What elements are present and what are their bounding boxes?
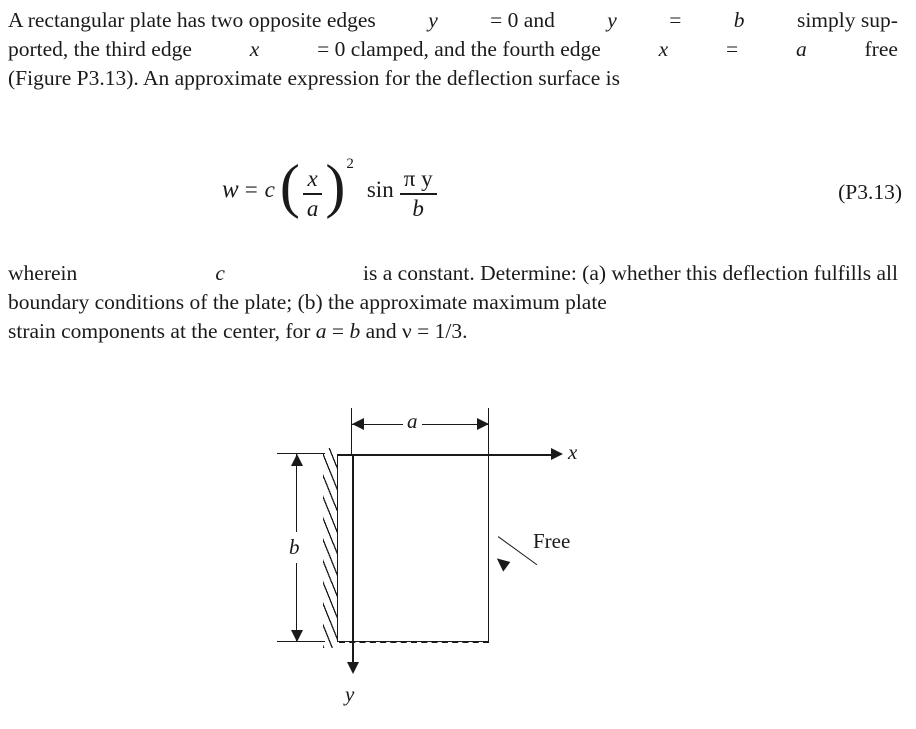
text-line: boundary conditions of the plate; (b) the approximate maximum plate	[8, 290, 607, 314]
x-axis-line	[337, 454, 553, 456]
free-edge-leader-arrowhead	[493, 554, 511, 571]
fraction-denominator: b	[412, 195, 424, 221]
text-run: wherein	[8, 261, 83, 285]
free-edge-label: Free	[533, 529, 571, 553]
equation-lhs-w: w	[222, 176, 239, 203]
dimension-b-arrowhead-top	[291, 454, 303, 466]
dimension-a-extension-left	[351, 408, 352, 454]
variable-y: y	[607, 8, 617, 32]
y-axis-line	[352, 454, 354, 664]
text-run: =	[663, 8, 687, 32]
fraction-pi-y-over-b	[400, 166, 437, 223]
fraction-numerator: π y	[403, 165, 433, 191]
text-line	[8, 317, 898, 346]
deflection-equation	[222, 154, 437, 226]
fraction-denominator: a	[306, 195, 319, 221]
text-run: = 1/3.	[411, 319, 468, 343]
x-axis-label: x	[568, 440, 578, 464]
poisson-ratio-symbol: ν	[401, 319, 412, 343]
variable-a: a	[315, 319, 327, 343]
text-run: free	[859, 37, 898, 61]
dimension-a-label: a	[403, 409, 422, 434]
x-axis-arrowhead	[551, 448, 563, 460]
text-run: = 0 and	[484, 8, 561, 32]
variable-b: b	[349, 319, 361, 343]
variable-x: x	[658, 37, 669, 61]
simply-supported-edge-bottom	[339, 641, 489, 643]
constant-c: c	[264, 177, 275, 202]
fraction-numerator: x	[307, 165, 318, 191]
plate-diagram	[0, 396, 916, 729]
text-run: = 0 clamped, and the fourth edge	[311, 37, 607, 61]
dimension-b-arrowhead-bottom	[291, 630, 303, 642]
y-axis-arrowhead	[347, 662, 359, 674]
text-line: (Figure P3.13). An approximate expression for the deflection surface is	[8, 66, 620, 90]
text-run: ported, the third edge	[8, 37, 198, 61]
text-run: simply sup-	[791, 8, 898, 32]
text-run: and	[360, 319, 402, 343]
equation-block	[0, 140, 916, 240]
plate-rectangle	[337, 454, 489, 642]
dimension-b-label: b	[287, 532, 302, 563]
variable-b: b	[733, 8, 745, 32]
problem-statement-paragraph-1	[8, 6, 898, 93]
dimension-a-arrowhead-right	[477, 418, 489, 430]
text-line	[8, 259, 898, 288]
parenthesized-fraction	[279, 152, 354, 221]
paren-close: )	[325, 152, 346, 219]
variable-a: a	[795, 37, 807, 61]
equals-sign: =	[244, 177, 258, 202]
fraction-x-over-a	[303, 166, 323, 223]
fraction-bar	[400, 193, 437, 194]
dimension-a-extension-right	[488, 408, 489, 454]
variable-x: x	[249, 37, 260, 61]
dimension-a-arrowhead-left	[352, 418, 364, 430]
exponent-2: 2	[346, 155, 354, 172]
paren-open: (	[279, 152, 300, 219]
text-run: strain components at the center, for	[8, 319, 316, 343]
text-run: =	[326, 319, 350, 343]
text-line	[8, 35, 898, 64]
equation-number: (P3.13)	[838, 180, 902, 204]
text-run: is a constant. Determine: (a) whether this deflection fulfills all	[357, 261, 898, 285]
text-run: =	[720, 37, 744, 61]
text-line	[8, 6, 898, 35]
y-axis-label: y	[345, 682, 355, 706]
sin-function: sin	[366, 177, 394, 202]
clamped-edge-hatching	[323, 448, 337, 648]
variable-y: y	[428, 8, 438, 32]
fraction-bar	[303, 193, 323, 194]
text-run: A rectangular plate has two opposite edges	[8, 8, 382, 32]
constant-c: c	[215, 261, 225, 285]
problem-statement-paragraph-2	[8, 259, 898, 346]
